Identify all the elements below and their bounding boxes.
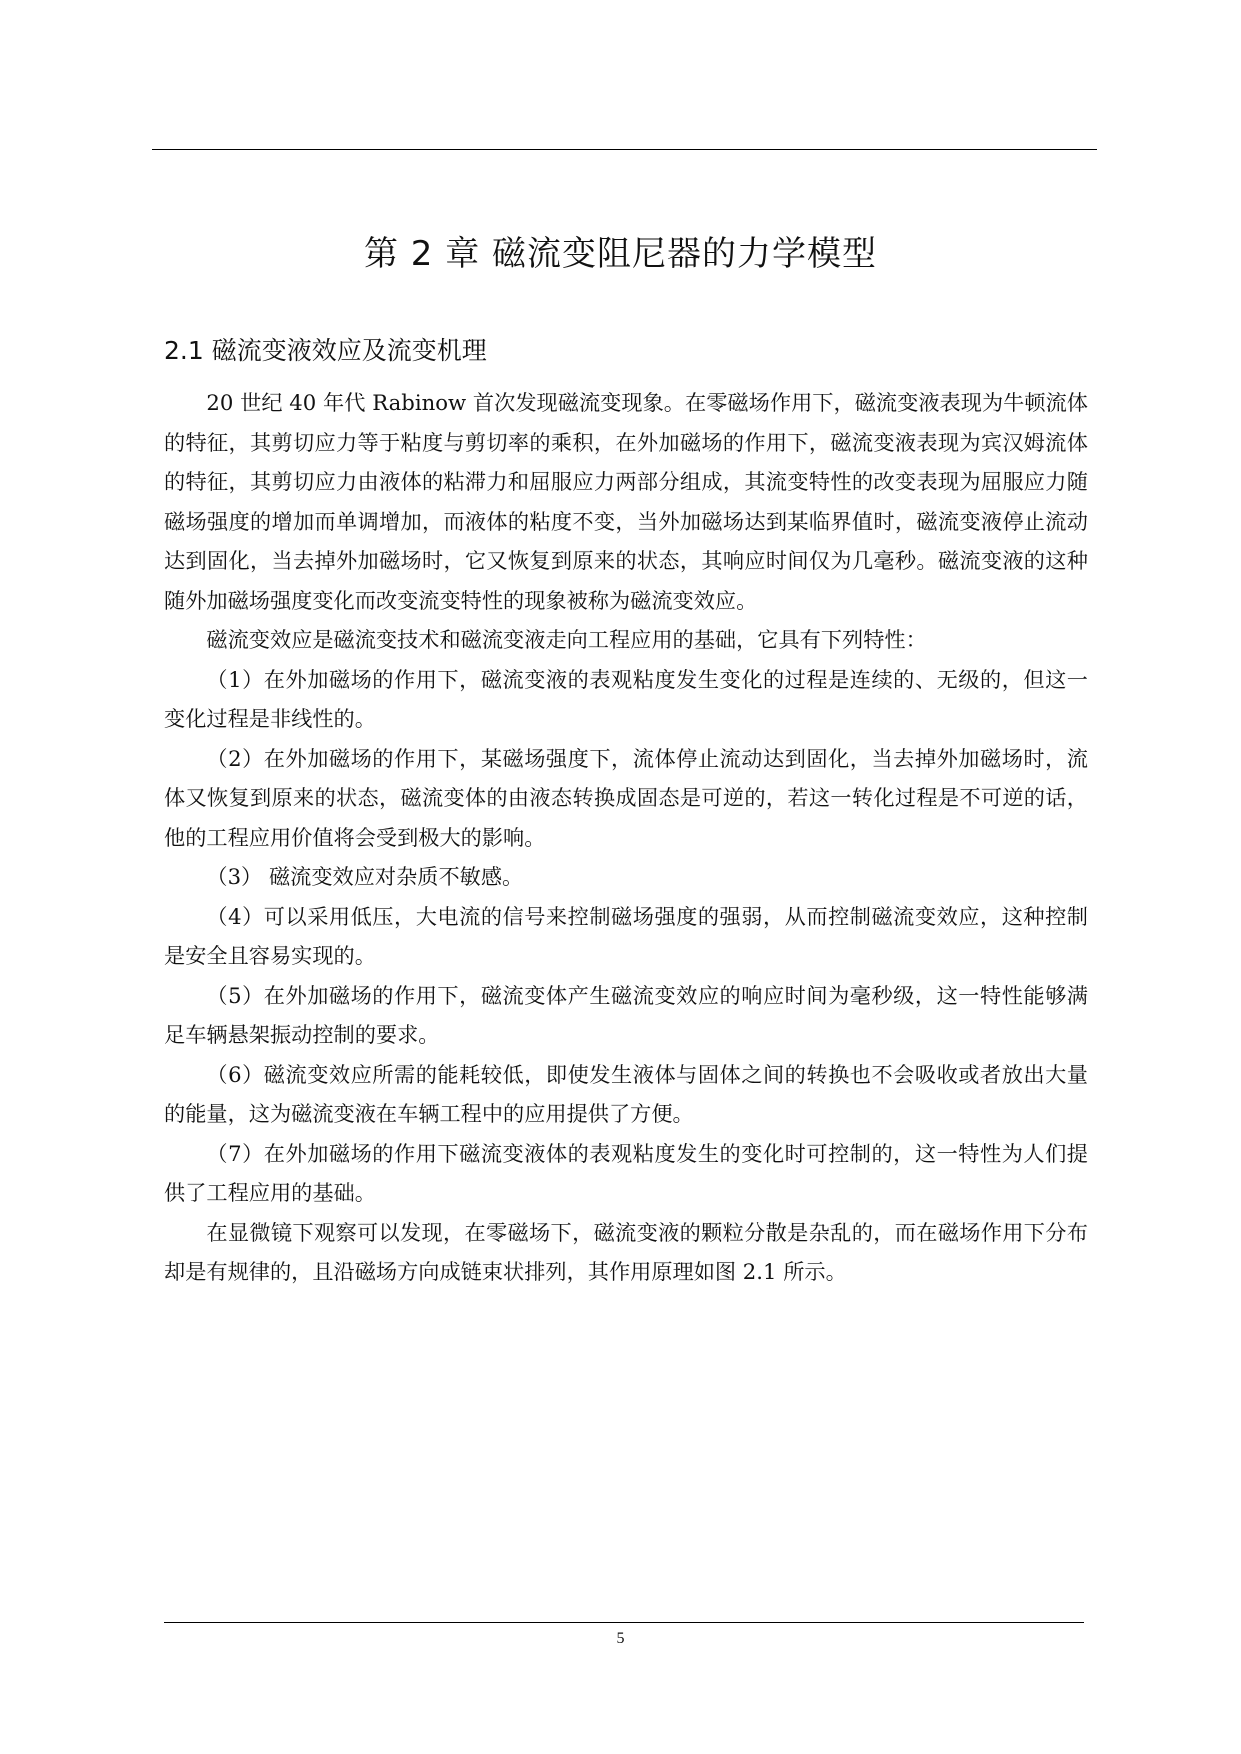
property-item-4: （4）可以采用低压，大电流的信号来控制磁场强度的强弱，从而控制磁流变效应，这种控制是安全且容易实现的。 xyxy=(164,903,1088,968)
page-number: 5 xyxy=(616,1630,625,1647)
paragraph-properties-lead: 磁流变效应是磁流变技术和磁流变液走向工程应用的基础，它具有下列特性： xyxy=(206,627,927,652)
property-item-1: （1）在外加磁场的作用下，磁流变液的表观粘度发生变化的过程是连续的、无级的，但这一变化过程是非线性的。 xyxy=(164,666,1088,731)
property-item-6: （6）磁流变效应所需的能耗较低，即使发生液体与固体之间的转换也不会吸收或者放出大量的能量，这为磁流变液在车辆工程中的应用提供了方便。 xyxy=(164,1061,1088,1126)
body-text xyxy=(164,383,1088,1292)
property-item-2: （2）在外加磁场的作用下，某磁场强度下，流体停止流动达到固化，当去掉外加磁场时，流体又恢复到原来的状态，磁流变体的由液态转换成固态是可逆的，若这一转化过程是不可逆的话，他的工程应用价值将会受到极大的影响。 xyxy=(164,745,1088,850)
header-rule xyxy=(152,149,1097,150)
paragraph-intro: 20 世纪 40 年代 Rabinow 首次发现磁流变现象。在零磁场作用下，磁流变液表现为牛顿流体的特征，其剪切应力等于粘度与剪切率的乘积，在外加磁场的作用下，磁流变液表现为宾汉姆流体的特征，其剪切应力由液体的粘滞力和屈服应力两部分组成，其流变特性的改变表现为屈服应力随磁场强度的增加而单调增加，而液体的粘度不变，当外加磁场达到某临界值时，磁流变液停止流动达到固化，当去掉外加磁场时，它又恢复到原来的状态，其响应时间仅为几毫秒。磁流变液的这种随外加磁场强度变化而改变流变特性的现象被称为磁流变效应。 xyxy=(164,390,1088,613)
chapter-title: 第 2 章 磁流变阻尼器的力学模型 xyxy=(363,234,878,274)
section-title: 2.1 磁流变液效应及流变机理 xyxy=(164,336,487,365)
property-item-5: （5）在外加磁场的作用下，磁流变体产生磁流变效应的响应时间为毫秒级，这一特性能够满足车辆悬架振动控制的要求。 xyxy=(164,982,1088,1047)
paragraph-microscope: 在显微镜下观察可以发现，在零磁场下，磁流变液的颗粒分散是杂乱的，而在磁场作用下分布却是有规律的，且沿磁场方向成链束状排列，其作用原理如图 2.1 所示。 xyxy=(164,1219,1088,1284)
property-item-3: （3） 磁流变效应对杂质不敏感。 xyxy=(206,864,524,889)
property-item-7: （7）在外加磁场的作用下磁流变液体的表观粘度发生的变化时可控制的，这一特性为人们提供了工程应用的基础。 xyxy=(164,1140,1088,1205)
footer-rule xyxy=(164,1622,1084,1623)
